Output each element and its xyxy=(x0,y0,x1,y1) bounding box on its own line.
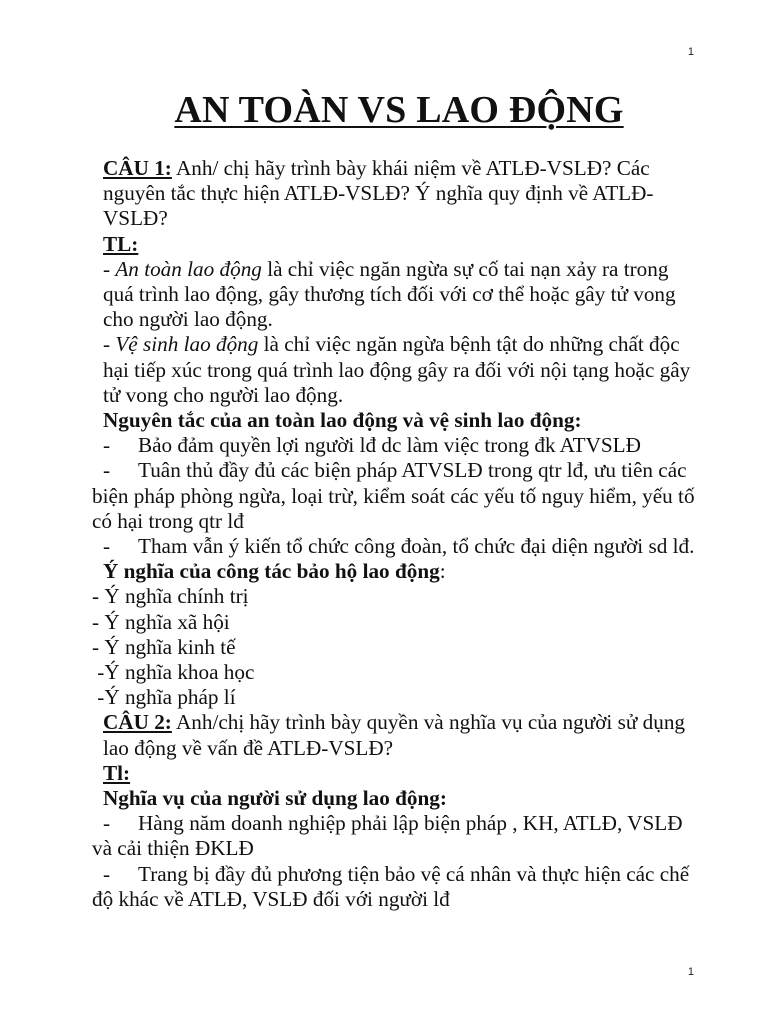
definition-safety-text: là chỉ việc ngăn ngừa sự cố tai nạn xảy ra trong quá trình lao động, gây thương tích đối với cơ thể hoặc gây tử vong cho người lao động. xyxy=(103,256,676,332)
page-number-top: 1 xyxy=(687,46,694,58)
page-number-bottom: 1 xyxy=(687,966,694,978)
meaning-item: -Ý nghĩa pháp lí xyxy=(92,685,236,710)
definition-hygiene: - Vệ sinh lao động là chỉ việc ngăn ngừa bệnh tật do những chất độc hại tiếp xúc trong quá trình lao động gây ra đối với nội tạng hoặc gây tử vong cho người lao động. xyxy=(103,332,691,407)
question-2 xyxy=(92,710,704,760)
principle-item: - Tham vẫn ý kiến tổ chức công đoàn, tổ chức đại diện người sd lđ. xyxy=(103,534,695,559)
question-1-label: CÂU 1: xyxy=(103,156,172,180)
question-2-label: CÂU 2: xyxy=(103,710,172,735)
definition-hygiene-text: là chỉ việc ngăn ngừa bệnh tật do những chất độc hại tiếp xúc trong quá trình lao động gây ra đối với nội tạng hoặc gây tử vong cho người lao động. xyxy=(103,332,691,407)
meaning-item: -Ý nghĩa khoa học xyxy=(92,660,255,685)
question-1 xyxy=(92,156,704,232)
principles-heading: Nguyên tắc của an toàn lao động và vệ sinh lao động: xyxy=(103,408,582,433)
answer-label-1: TL: xyxy=(103,231,139,256)
meaning-item: - Ý nghĩa xã hội xyxy=(92,609,230,634)
meaning-item: - Ý nghĩa kinh tế xyxy=(92,634,236,659)
document-title: AN TOÀN VS LAO ĐỘNG xyxy=(174,89,624,131)
duties-heading: Nghĩa vụ của người sử dụng lao động: xyxy=(103,786,447,811)
question-2-text: Anh/chị hãy trình bày quyền và nghĩa vụ của người sử dụng lao động về vấn đề ATLĐ-VSLĐ? xyxy=(103,710,686,760)
duty-item: - Hàng năm doanh nghiệp phải lập biện pháp , KH, ATLĐ, VSLĐ và cải thiện ĐKLĐ xyxy=(92,811,683,861)
question-1-text: Anh/ chị hãy trình bày khái niệm về ATLĐ-VSLĐ? Các nguyên tắc thực hiện ATLĐ-VSLĐ? Ý nghĩa quy định về ATLĐ-VSLĐ? xyxy=(103,156,654,231)
meaning-heading: Ý nghĩa của công tác bảo hộ lao động: xyxy=(103,559,446,584)
principle-item: - Tuân thủ đầy đủ các biện pháp ATVSLĐ trong qtr lđ, ưu tiên các biện pháp phòng ngừa, loại trừ, kiểm soát các yếu tố nguy hiểm, yếu tố có hại trong qtr lđ xyxy=(92,458,695,533)
answer-label-2: Tl: xyxy=(103,760,131,785)
definition-safety-term: An toàn lao động xyxy=(115,256,262,281)
principle-item: - Bảo đảm quyền lợi người lđ dc làm việc trong đk ATVSLĐ xyxy=(103,433,641,458)
definition-safety: - An toàn lao động là chỉ việc ngăn ngừa sự cố tai nạn xảy ra trong quá trình lao động, gây thương tích đối với cơ thể hoặc gây tử vong cho người lao động. xyxy=(103,256,676,332)
document-body xyxy=(92,156,704,912)
duty-item: - Trang bị đầy đủ phương tiện bảo vệ cá nhân và thực hiện các chế độ khác về ATLĐ, VSLĐ đối với người lđ xyxy=(92,861,690,911)
meaning-item: - Ý nghĩa chính trị xyxy=(92,584,249,609)
definition-hygiene-term: Vệ sinh lao động xyxy=(115,332,259,357)
